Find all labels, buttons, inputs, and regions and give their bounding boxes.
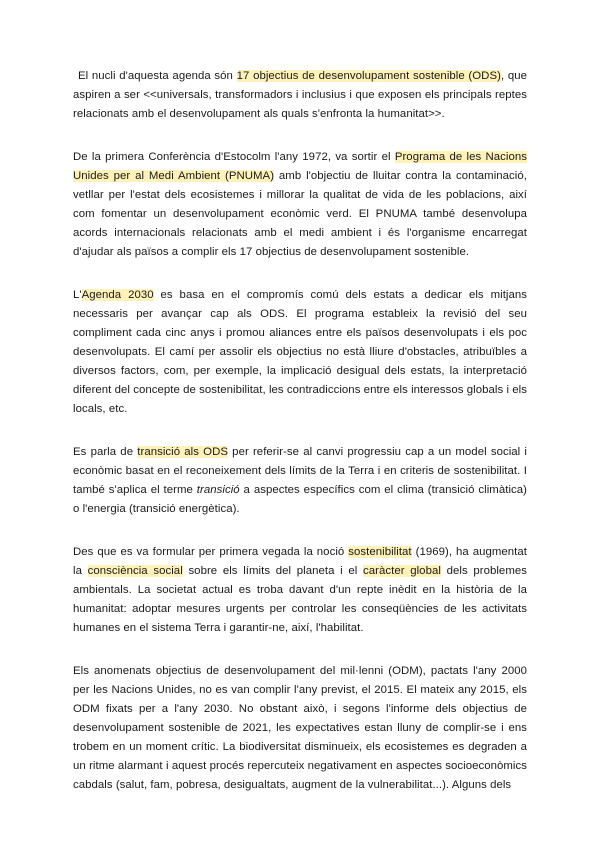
highlight-transicio-ods: transició als ODS <box>137 446 229 458</box>
paragraph-pnuma: De la primera Conferència d'Estocolm l'any 1972, va sortir el Programa de les Nacions Unides per al Medi Ambient (PNUMA) amb l'objectiu de lluitar contra la contaminació, vetllar per l'estat dels ecosistemes i millorar la qualitat de vida de les poblacions, així com fomentar un desenvolupament econòmic verd. El PNUMA també desenvolupa acords internacionals relacionats amb el medi ambient i és l'organisme encarregat d'ajudar als països a complir els 17 objectius de desenvolupament sostenible. <box>73 151 527 258</box>
highlight-sostenibilitat: sostenibilitat <box>348 546 412 558</box>
highlight-consciencia-social: consciència social <box>87 565 183 577</box>
paragraph-sostenibilitat: Des que es va formular per primera vegada la noció sostenibilitat (1969), ha augmentat la consciència social sobre els límits del planeta i el caràcter global dels problemes ambientals. La societat actual es troba davant d'un repte inèdit en la història de la humanitat: adoptar mesures urgents per controlar les conseqüències de les activitats humanes en el sistema Terra i garantir-ne, així, l'habilitat. <box>73 546 527 634</box>
highlight-agenda-2030: Agenda 2030 <box>81 289 154 301</box>
highlight-caracter-global: caràcter global <box>363 565 441 577</box>
paragraph-agenda-2030: L'Agenda 2030 es basa en el compromís comú dels estats a dedicar els mitjans necessaris per avançar cap als ODS. El programa estableix la revisió del seu compliment cada cinc anys i promou aliances entre els països desenvolupats i els poc desenvolupats. El camí per assolir els objectius no està lliure d'obstacles, atribuïbles a diversos factors, com, per exemple, la implicació desigual dels estats, la interpretació diferent del concepte de sostenibilitat, les contradiccions entre els interessos globals i els locals, etc. <box>73 289 527 415</box>
paragraph-ods-core: El nucli d'aquesta agenda són 17 objectius de desenvolupament sostenible (ODS), que aspiren a ser <<universals, transformadors i inclusius i que exposen els principals reptes relacionats amb el desenvolupament als quals s'enfronta la humanitat>>. <box>73 70 528 120</box>
paragraph-transicio: Es parla de transició als ODS per referir-se al canvi progressiu cap a un model social i econòmic basat en el reconeixement dels límits de la Terra i en criteris de sostenibilitat. I també s'aplica el terme transició a aspectes específics com el clima (transició climàtica) o l'energia (transició energètica). <box>73 446 527 515</box>
italic-transicio: transició <box>196 484 240 496</box>
highlight-pnuma: Programa de les Nacions Unides per al Medi Ambient (PNUMA) <box>73 151 527 182</box>
paragraph-odm: Els anomenats objectius de desenvolupament del mil·lenni (ODM), pactats l'any 2000 per les Nacions Unides, no es van complir l'any previst, el 2015. El mateix any 2015, els ODM fixats per a l'any 2030. No obstant això, i segons l'informe dels objectius de desenvolupament sostenible de 2021, les expectatives estan lluny de complir-se i ens trobem en un moment crític. La biodiversitat disminueix, els ecosistemes es degraden a un ritme alarmant i aquest procés repercuteix negativament en aspectes socioeconòmics cabdals (salut, fam, pobresa, desigualtats, augment de la vulnerabilitat...). Alguns dels <box>73 665 527 791</box>
highlight-17-ods: 17 objectius de desenvolupament sostenible (ODS) <box>236 70 501 82</box>
